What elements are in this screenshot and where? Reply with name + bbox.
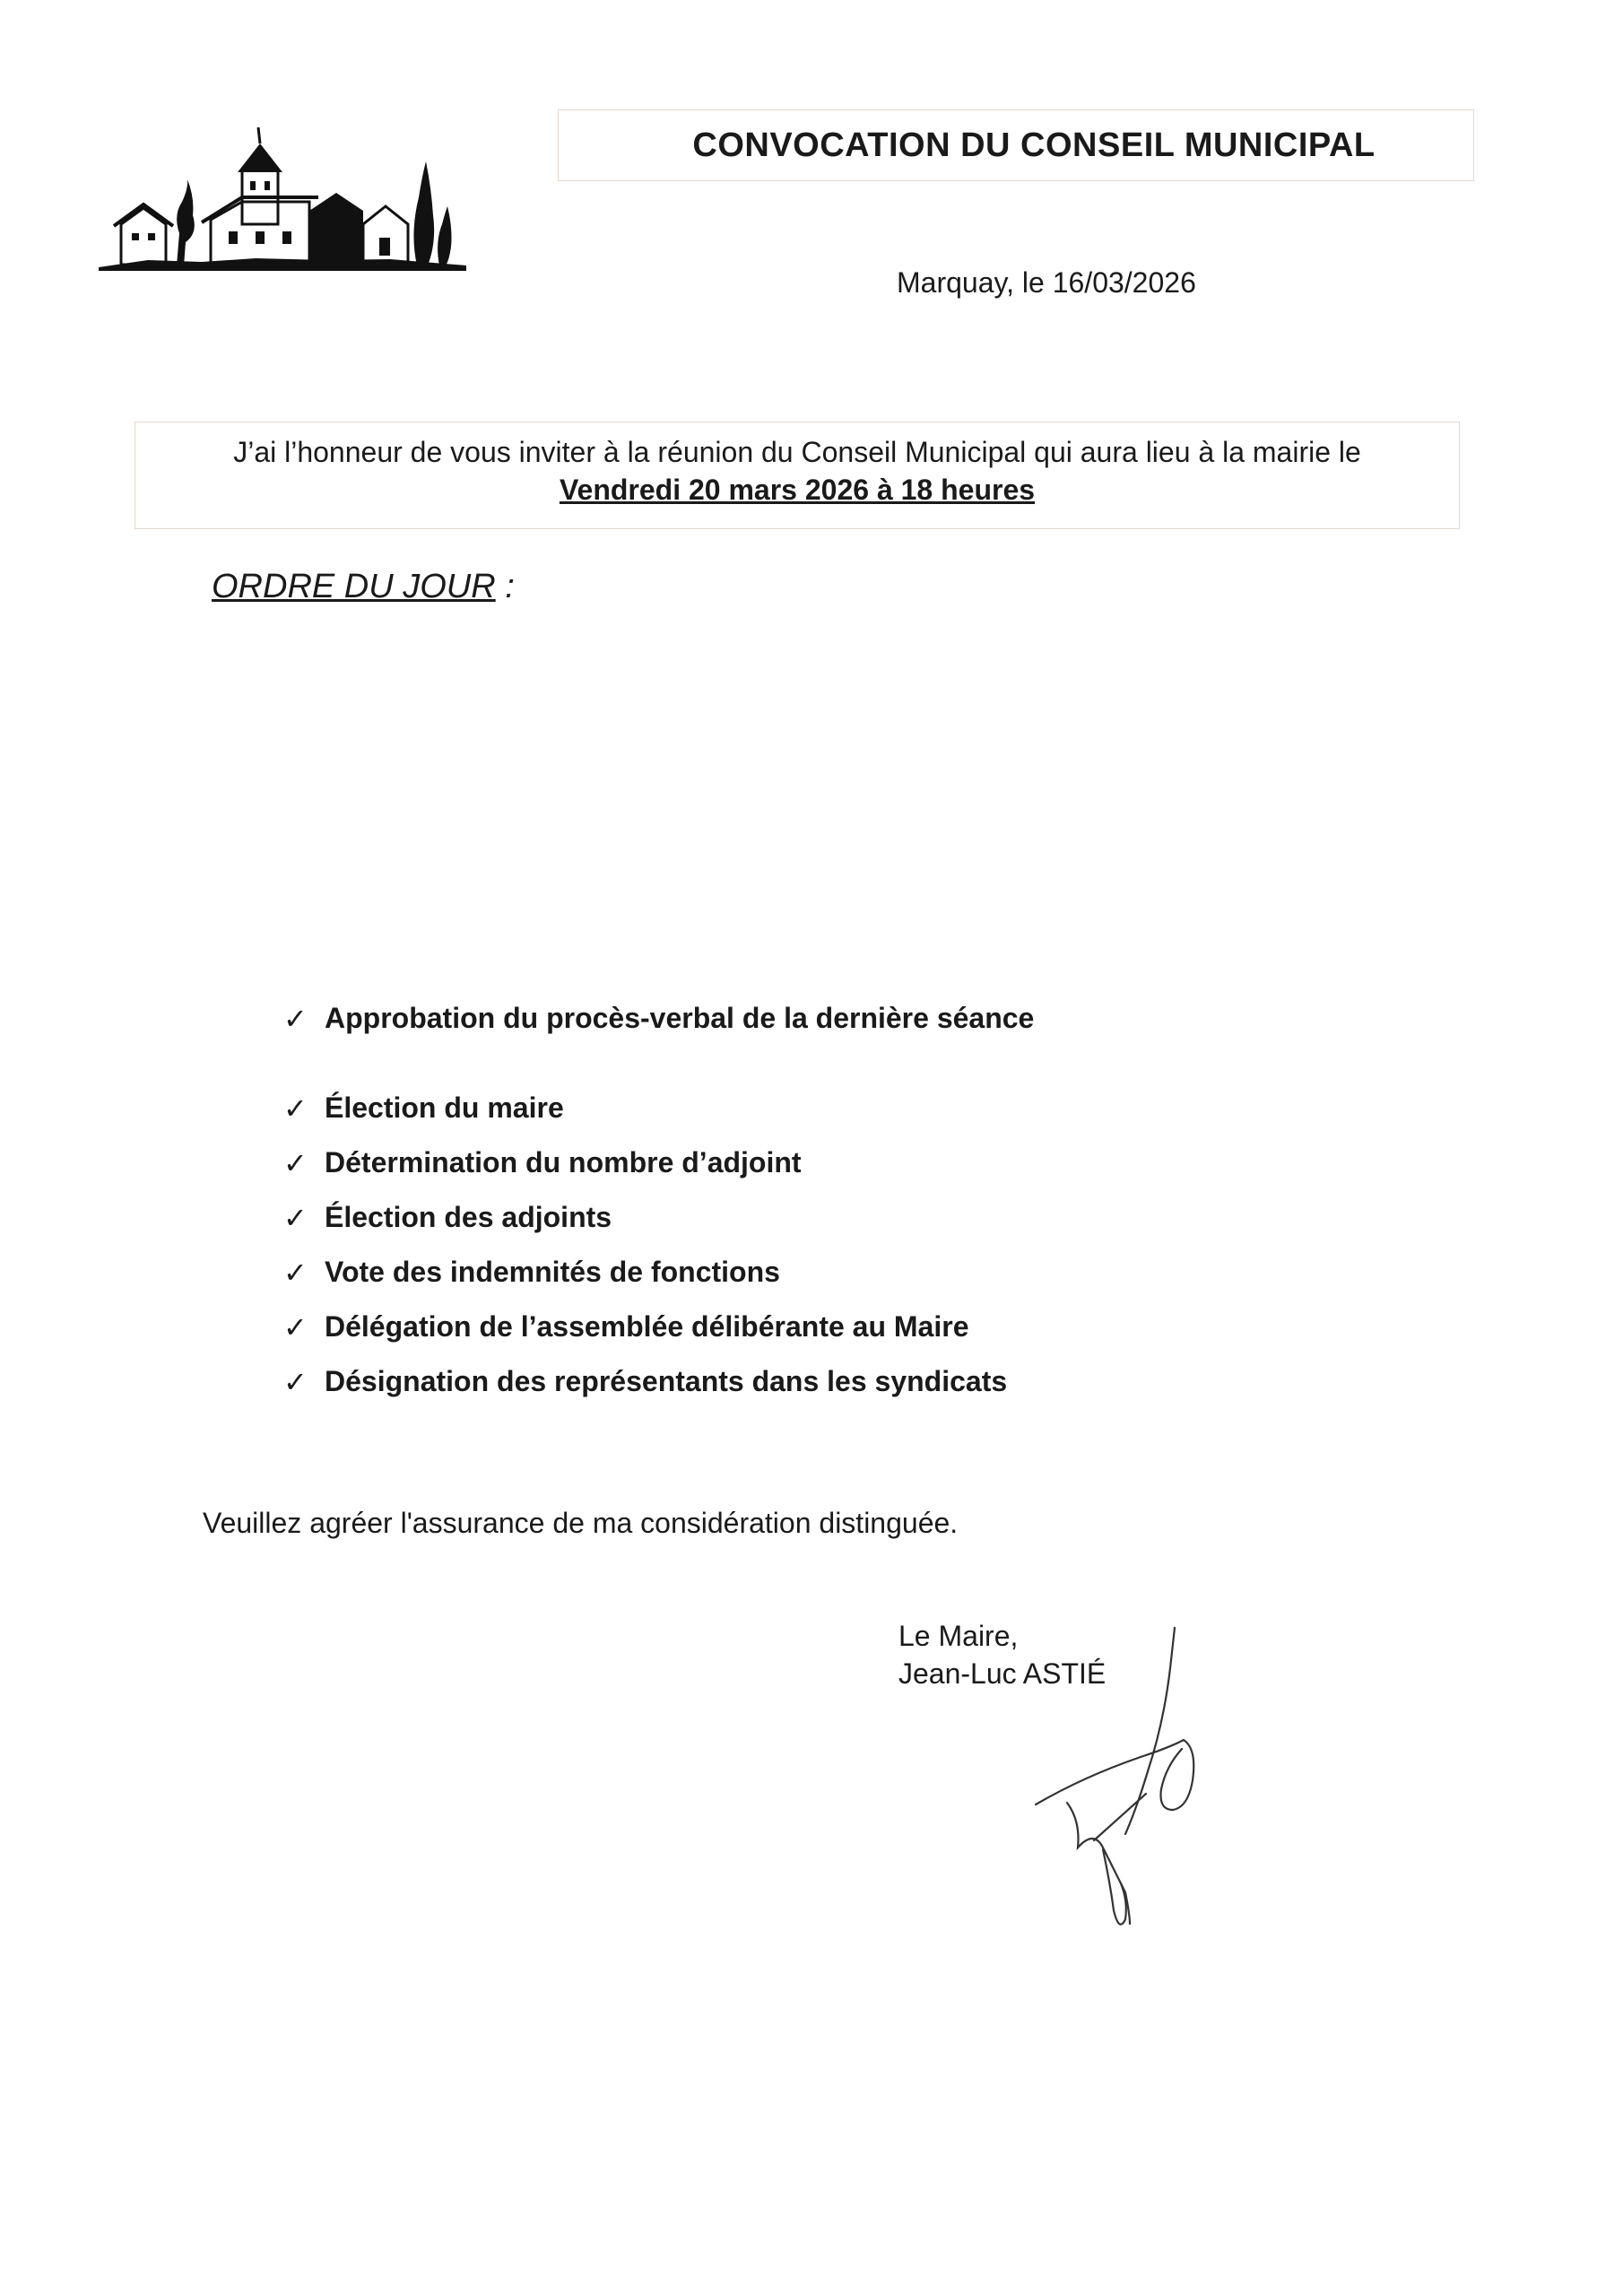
check-icon: ✓	[283, 1201, 308, 1234]
agenda-heading-colon: :	[495, 568, 515, 605]
agenda-item-text: Vote des indemnités de fonctions	[325, 1256, 780, 1288]
handwritten-signature	[1013, 1614, 1264, 1955]
agenda-item	[283, 1000, 1034, 1081]
agenda-item	[283, 1135, 1034, 1190]
check-icon: ✓	[283, 1310, 308, 1344]
invitation-box	[135, 422, 1460, 529]
title-box	[558, 109, 1474, 181]
agenda-list	[283, 1000, 1034, 1409]
agenda-item	[283, 1354, 1034, 1409]
agenda-item-text: Élection du maire	[325, 1091, 564, 1124]
meeting-datetime: Vendredi 20 mars 2026 à 18 heures	[559, 473, 1036, 506]
check-icon: ✓	[283, 1003, 308, 1035]
agenda-item	[283, 1190, 1034, 1245]
closing-formula: Veuillez agréer l'assurance de ma considération distinguée.	[203, 1507, 959, 1539]
agenda-item	[283, 1081, 1034, 1135]
agenda-item-text: Désignation des représentants dans les syndicats	[325, 1365, 1008, 1397]
agenda-item	[283, 1245, 1034, 1300]
agenda-item	[283, 1300, 1034, 1354]
signatory-name: Jean-Luc ASTIÉ	[898, 1657, 1107, 1690]
agenda-item-text: Élection des adjoints	[325, 1201, 612, 1233]
agenda-item-text: Approbation du procès-verbal de la dernière séance	[325, 1002, 1035, 1034]
invitation-text: J’ai l’honneur de vous inviter à la réunion du Conseil Municipal qui aura lieu à la mairie le	[233, 436, 1361, 468]
agenda-item-text: Détermination du nombre d’adjoint	[325, 1146, 802, 1178]
date-line: Marquay, le 16/03/2026	[897, 266, 1196, 299]
agenda-heading	[212, 568, 515, 606]
check-icon: ✓	[283, 1256, 308, 1289]
agenda-item-text: Délégation de l’assemblée délibérante au Maire	[325, 1310, 969, 1343]
signatory-role: Le Maire,	[898, 1620, 1019, 1652]
page-title: CONVOCATION DU CONSEIL MUNICIPAL	[692, 126, 1376, 164]
check-icon: ✓	[283, 1091, 308, 1125]
check-icon: ✓	[283, 1365, 308, 1398]
agenda-heading-text: ORDRE DU JOUR	[212, 568, 496, 605]
village-logo	[94, 126, 471, 278]
check-icon: ✓	[283, 1146, 308, 1179]
